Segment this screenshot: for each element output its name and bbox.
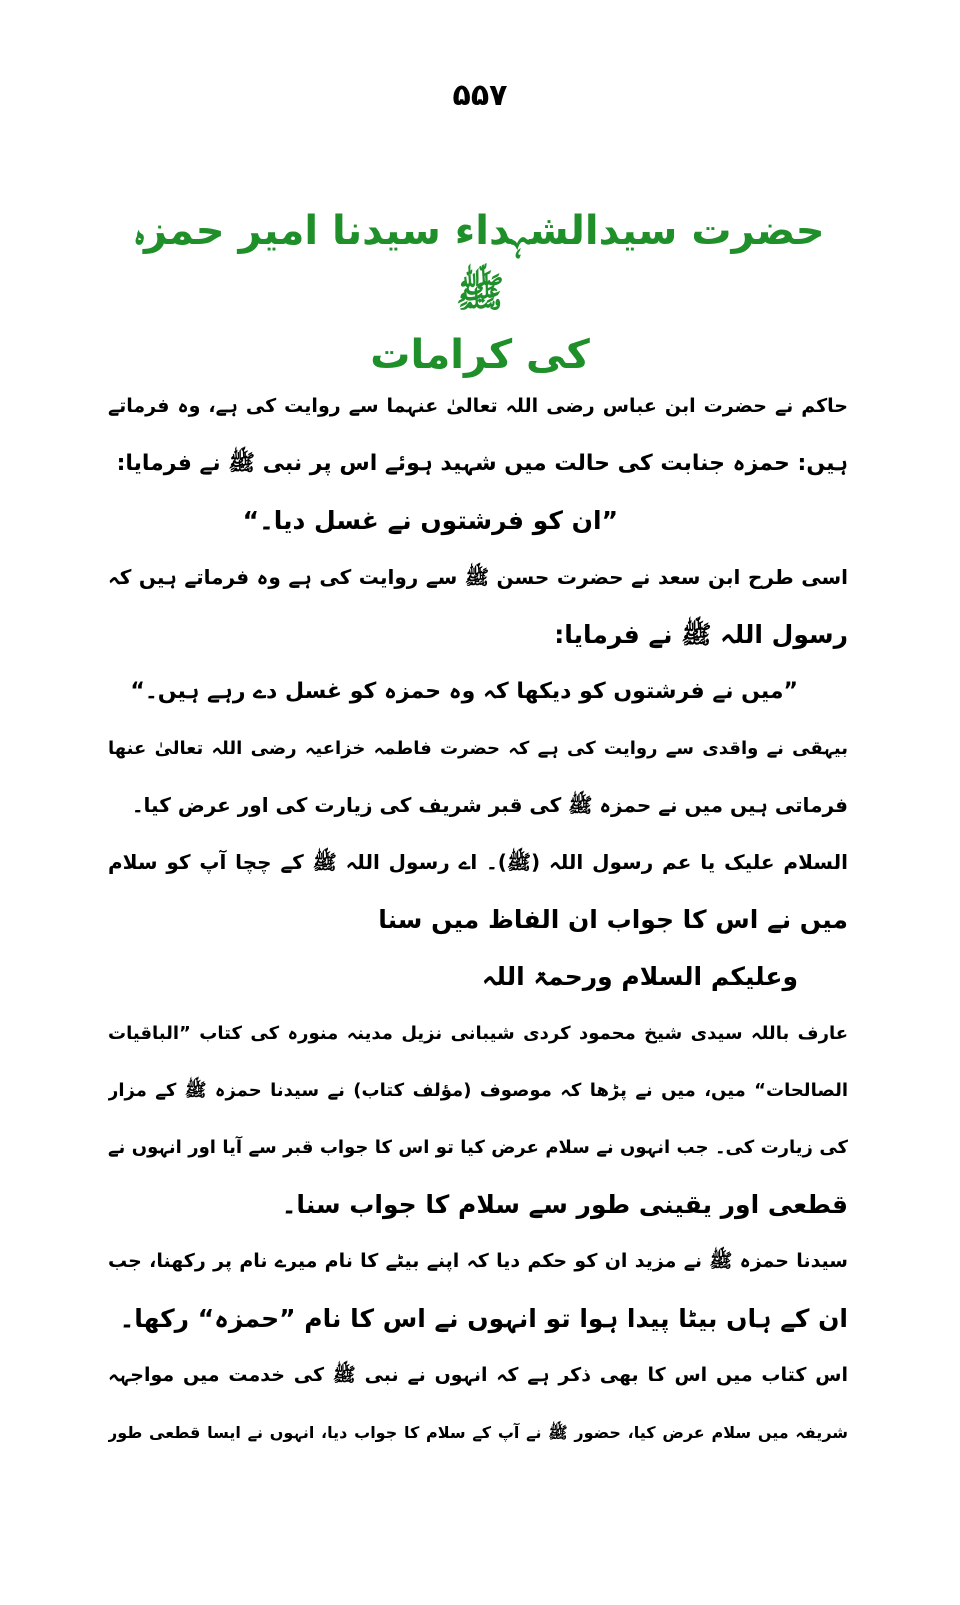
page-number: ۵۵۷ (452, 78, 508, 113)
quote-line: وعلیکم السلام ورحمۃ اللہ (481, 962, 798, 991)
chapter-heading (120, 200, 840, 386)
chapter-heading-line-1: حضرت سیدالشہداء سیدنا امیر حمزہ ﷺ (135, 208, 825, 316)
text-line: رسول اللہ ﷺ نے فرمایا: (554, 620, 848, 649)
text-line: کی زیارت کی۔ جب انہوں نے سلام عرض کیا تو اس کا جواب قبر سے آیا اور انہوں نے (108, 1137, 848, 1158)
text-line: السلام علیک یا عم رسول اللہ (ﷺ)۔ اے رسول اللہ ﷺ کے چچا آپ کو سلام (108, 850, 848, 874)
text-line: شریفہ میں سلام عرض کیا، حضور ﷺ نے آپ کے سلام کا جواب دیا، انہوں نے ایسا قطعی طور (108, 1423, 848, 1442)
quote-line: ”میں نے فرشتوں کو دیکھا کہ وہ حمزہ کو غسل دے رہے ہیں۔“ (130, 679, 798, 704)
quote-line: ”ان کو فرشتوں نے غسل دیا۔“ (242, 506, 618, 535)
text-line: بیہقی نے واقدی سے روایت کی ہے کہ حضرت فاطمہ خزاعیہ رضی اللہ تعالیٰ عنھا (108, 738, 848, 759)
text-line: حاکم نے حضرت ابن عباس رضی اللہ تعالیٰ عنہما سے روایت کی ہے، وہ فرماتے (108, 395, 848, 417)
text-line: اسی طرح ابن سعد نے حضرت حسن ﷺ سے روایت کی ہے وہ فرماتے ہیں کہ (108, 565, 848, 589)
text-line: ہیں: حمزہ جنابت کی حالت میں شہید ہوئے اس پر نبی ﷺ نے فرمایا: (116, 451, 848, 476)
body-text (108, 378, 848, 1461)
text-line: سیدنا حمزہ ﷺ نے مزید ان کو حکم دیا کہ اپنے بیٹے کا نام میرے نام پر رکھنا، جب (108, 1250, 848, 1272)
text-line: عارف باللہ سیدی شیخ محمود کردی شیبانی نزیل مدینہ منورہ کی کتاب ”الباقیات (108, 1023, 848, 1044)
text-line: ان کے ہاں بیٹا پیدا ہوا تو انہوں نے اس کا نام ”حمزہ“ رکھا۔ (119, 1304, 848, 1333)
text-line: قطعی اور یقینی طور سے سلام کا جواب سنا۔ (281, 1190, 848, 1219)
text-line: الصالحات“ میں، میں نے پڑھا کہ موصوف (مؤلف کتاب) نے سیدنا حمزہ ﷺ کے مزار (108, 1080, 848, 1101)
text-line: میں نے اس کا جواب ان الفاظ میں سنا (378, 905, 848, 934)
text-line: فرماتی ہیں میں نے حمزہ ﷺ کی قبر شریف کی زیارت کی اور عرض کیا۔ (131, 793, 848, 817)
text-line: اس کتاب میں اس کا بھی ذکر ہے کہ انہوں نے نبی ﷺ کی خدمت میں مواجہہ (108, 1364, 848, 1386)
chapter-heading-line-2: کی کرامات (370, 332, 590, 378)
